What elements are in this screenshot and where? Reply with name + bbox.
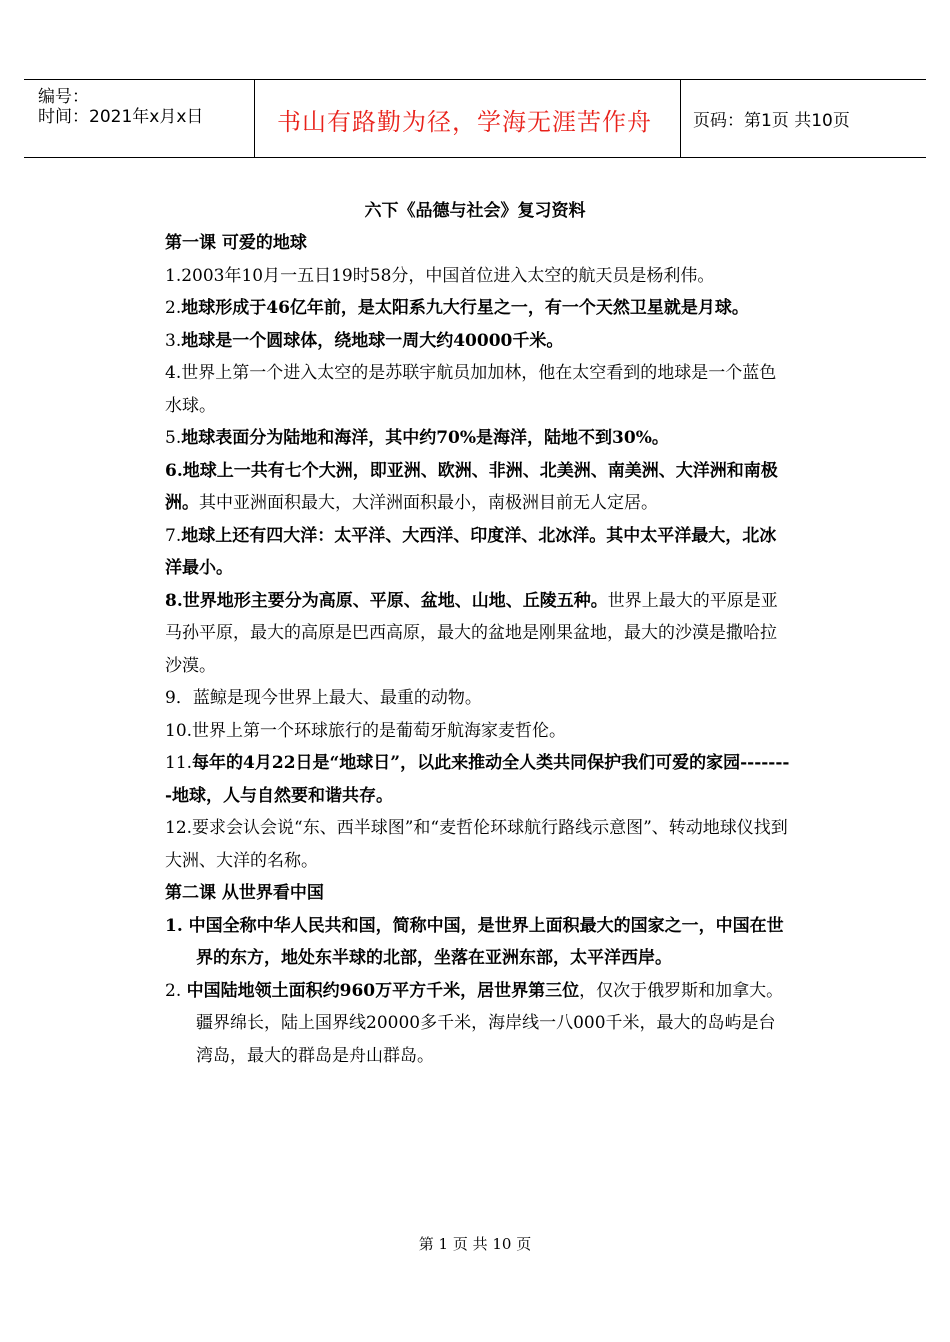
lesson1-item-3 <box>165 325 790 358</box>
item-bold-text: 地球表面分为陆地和海洋，其中约70%是海洋，陆地不到30%。 <box>181 428 669 448</box>
time-label: 时间：2021年x月x日 <box>38 107 204 127</box>
document-body <box>165 227 790 1072</box>
item-bold-text: 地球是一个圆球体，绕地球一周大约40000千米。 <box>181 330 564 351</box>
lesson1-item-12: 12.要求会认会说“东、西半球图”和“麦哲伦环球航行路线示意图”、转动地球仪找到大洲、大洋的名称。 <box>165 818 788 871</box>
item-bold-text: 每年的4月22日是“地球日”，以此来推动全人类共同保护我们可爱的家园--------地球，人与自然要和谐共存。 <box>165 753 790 806</box>
page-footer: 第 1 页 共 10 页 <box>418 1235 532 1253</box>
lesson1-item-11 <box>165 747 790 812</box>
item-number: 5. <box>165 428 182 448</box>
item-bold-text: 1. 中国全称中华人民共和国，简称中国，是世界上面积最大的国家之一，中国在世界的东方，地处东半球的北部，坐落在亚洲东部，太平洋西岸。 <box>165 915 784 968</box>
serial-label: 编号： <box>38 87 89 107</box>
lesson1-heading: 第一课 可爱的地球 <box>165 233 307 253</box>
page-code: 页码：第1页 共10页 <box>693 111 850 131</box>
item-bold-text: 8.世界地形主要分为高原、平原、盆地、山地、丘陵五种。 <box>165 590 608 611</box>
lesson1-item-9: 9．蓝鲸是现今世界上最大、最重的动物。 <box>165 688 482 708</box>
header-left-cell <box>24 80 255 157</box>
lesson1-item-6 <box>165 455 790 520</box>
item-bold-text: 中国陆地领土面积约960万平方千米，居世界第三位 <box>186 980 580 1001</box>
lesson1-item-7 <box>165 520 790 585</box>
item-text: 其中亚洲面积最大，大洋洲面积最小，南极洲目前无人定居。 <box>199 493 658 513</box>
item-text: ，仅次于俄罗斯和加拿大。疆界绵长，陆上国界线20000多千米，海岸线一八000千米，最大的岛屿是台湾岛，最大的群岛是舟山群岛。 <box>196 980 784 1066</box>
item-text: 世界上最大的平原是亚马孙平原，最大的高原是巴西高原，最大的盆地是刚果盆地，最大的沙漠是撒哈拉沙漠。 <box>165 590 778 676</box>
lesson2-item-2 <box>165 975 790 1073</box>
item-number: 3. <box>165 330 182 351</box>
header-middle-cell <box>255 80 681 157</box>
document-title: 六下《品德与社会》复习资料 <box>364 201 586 221</box>
lesson2-item-1 <box>165 910 790 975</box>
lesson1-item-8 <box>165 585 790 683</box>
item-number: 2. <box>165 298 182 318</box>
lesson1-item-2 <box>165 292 790 325</box>
motto: 书山有路勤为径，学海无涯苦作舟 <box>277 108 652 136</box>
item-number: 7. <box>165 525 182 546</box>
header-right-cell <box>681 80 926 157</box>
lesson1-item-5 <box>165 422 790 455</box>
lesson1-item-4: 4.世界上第一个进入太空的是苏联宇航员加加林，他在太空看到的地球是一个蓝色水球。 <box>165 363 777 416</box>
item-number: 2. <box>165 980 187 1001</box>
lesson1-item-10: 10.世界上第一个环球旅行的是葡萄牙航海家麦哲伦。 <box>165 720 567 741</box>
lesson1-item-1: 1.2003年10月一五日19时58分，中国首位进入太空的航天员是杨利伟。 <box>165 265 715 286</box>
item-bold-text: 地球上还有四大洋：太平洋、大西洋、印度洋、北冰洋。其中太平洋最大，北冰洋最小。 <box>165 525 777 578</box>
item-bold-text: 6.地球上一共有七个大洲，即亚洲、欧洲、非洲、北美洲、南美洲、大洋洲和南极洲。 <box>165 460 778 513</box>
lesson2-heading: 第二课 从世界看中国 <box>165 883 324 903</box>
item-number: 11. <box>165 753 193 773</box>
document-header <box>24 79 926 158</box>
item-bold-text: 地球形成于46亿年前，是太阳系九大行星之一，有一个天然卫星就是月球。 <box>181 298 749 318</box>
